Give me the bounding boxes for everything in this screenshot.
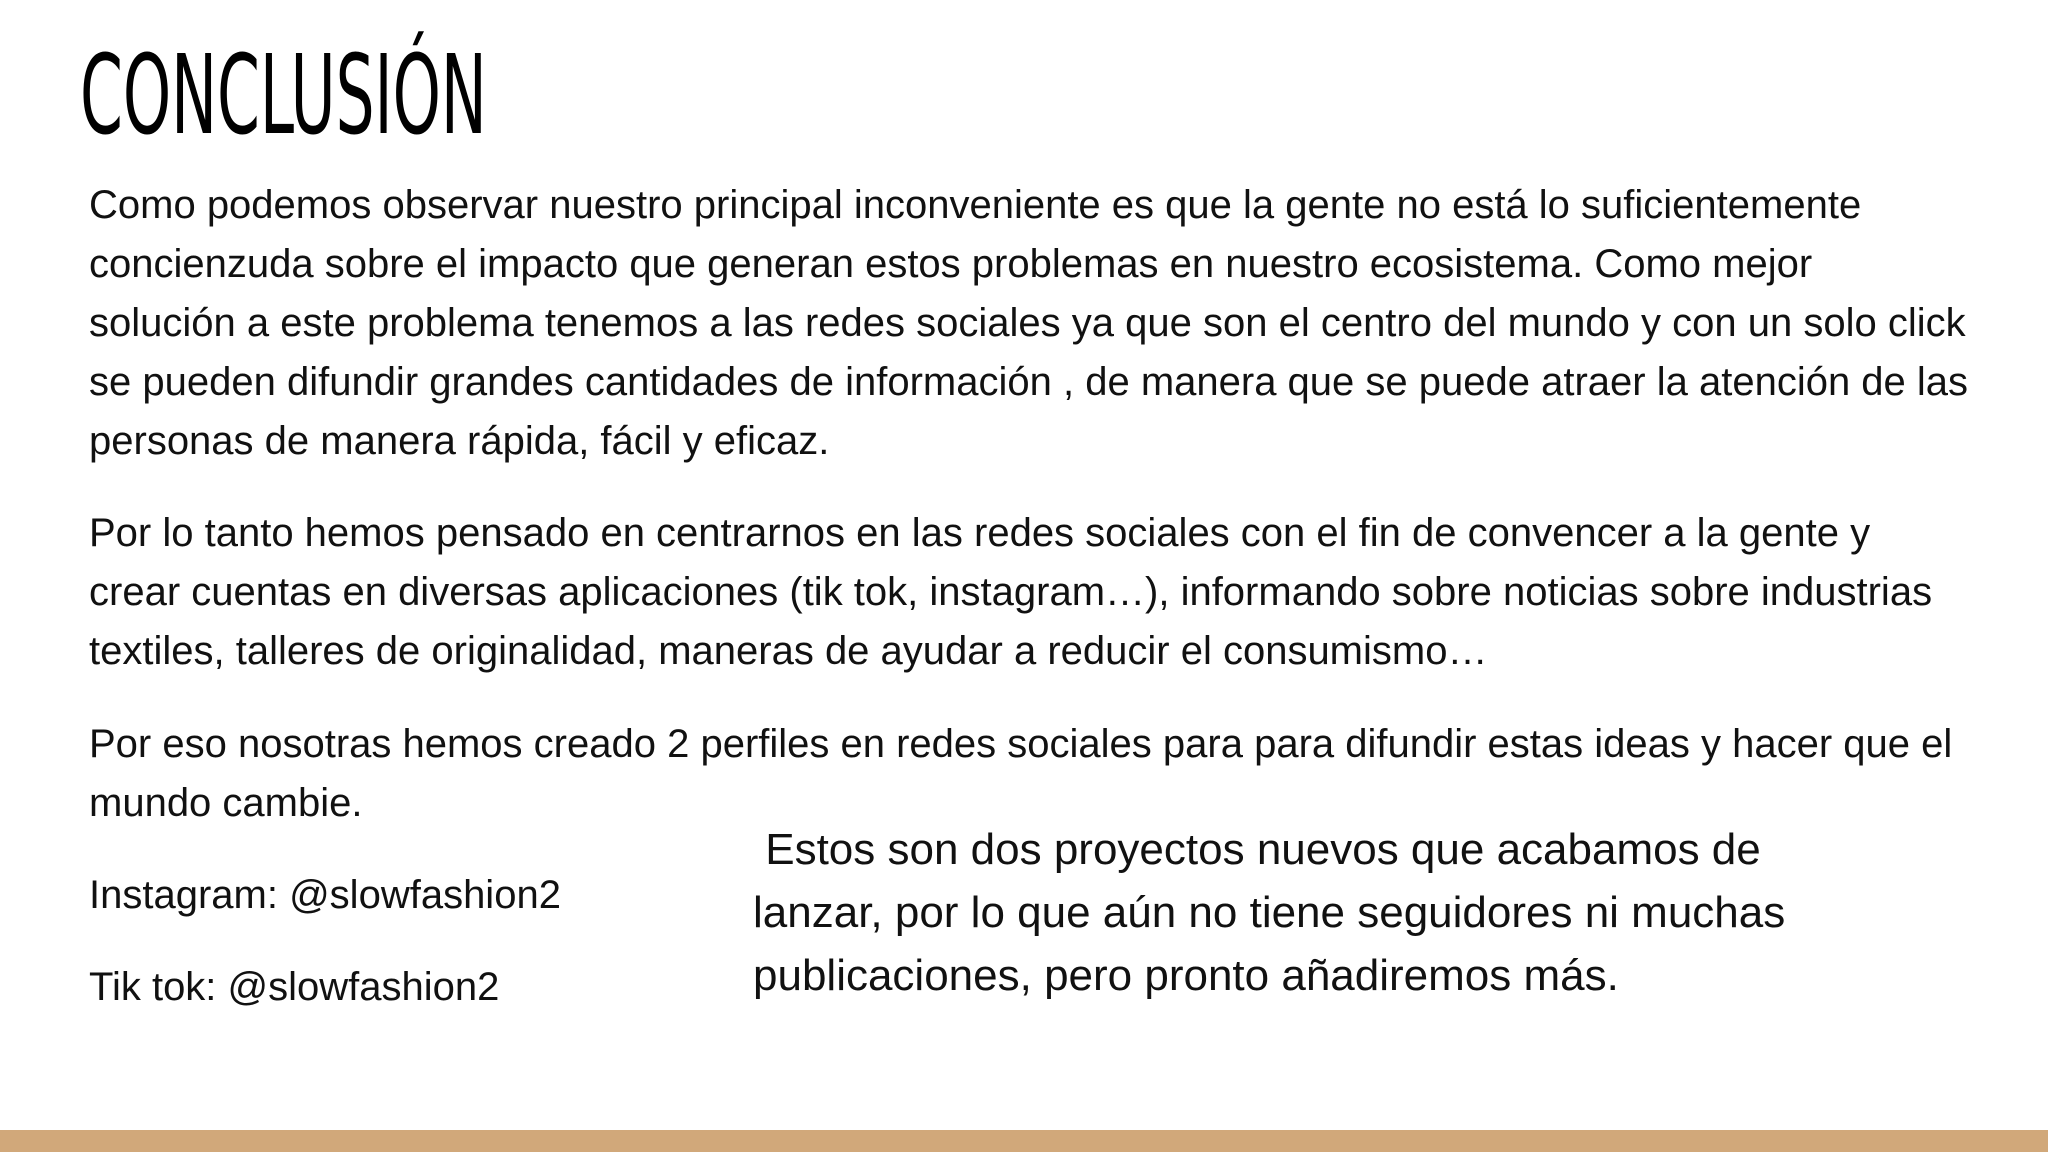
- paragraph-strategy: Por lo tanto hemos pensado en centrarnos en las redes sociales con el fin de convencer a la gente y crear cuentas en diversas aplicaciones (tik tok, instagram…), informando sobre noticias sobre industrias textiles, talleres de originalidad, maneras de ayudar a reducir el consumismo…: [89, 511, 1933, 673]
- instagram-handle: Instagram: @slowfashion2: [89, 873, 561, 917]
- new-projects-note: Estos son dos proyectos nuevos que acabamos de lanzar, por lo que aún no tiene seguidores ni muchas publicaciones, pero pronto añadiremos más.: [753, 825, 1798, 1000]
- footer-accent-bar: [0, 1130, 2048, 1152]
- paragraph-profiles: Por eso nosotras hemos creado 2 perfiles en redes sociales para para difundir estas ideas y hacer que el mundo cambie.: [89, 722, 1953, 825]
- slide-title: CONCLUSIÓN: [80, 31, 487, 159]
- tiktok-handle: Tik tok: @slowfashion2: [89, 965, 500, 1009]
- paragraph-intro: Como podemos observar nuestro principal inconveniente es que la gente no está lo suficientemente concienzuda sobre el impacto que generan estos problemas en nuestro ecosistema. Como mejor solución a este problema tenemos a las redes sociales ya que son el centro del mundo y con un solo click se pueden difundir grandes cantidades de información , de manera que se puede atraer la atención de las personas de manera rápida, fácil y eficaz.: [89, 183, 1969, 463]
